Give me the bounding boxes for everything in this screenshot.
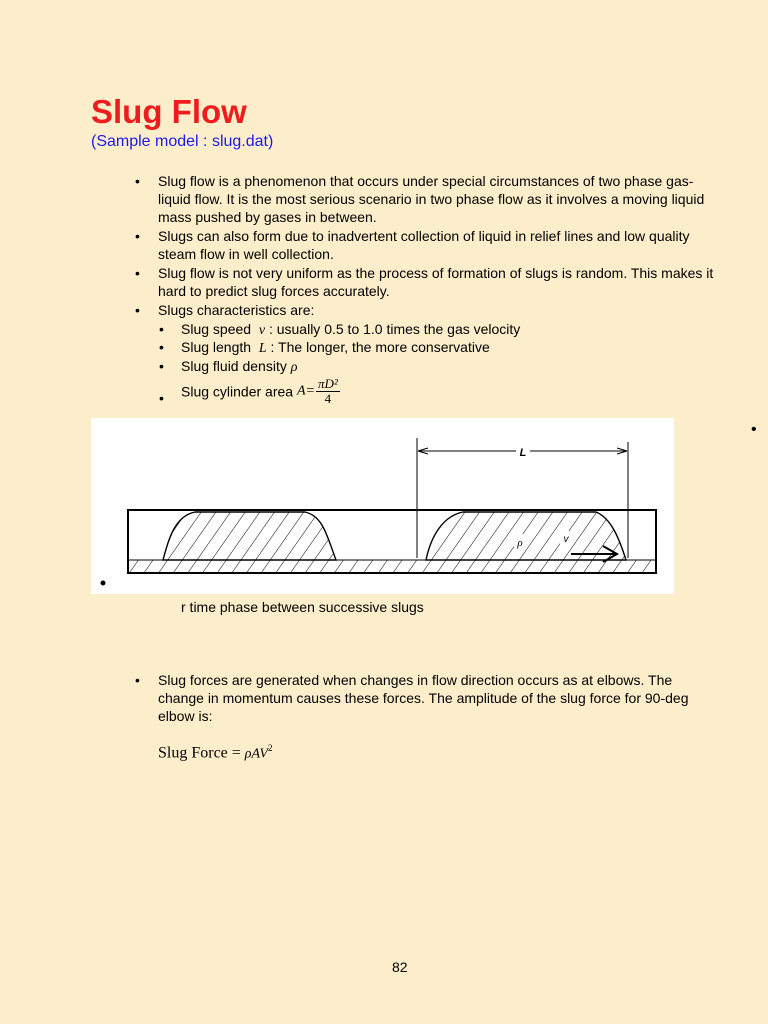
speed-symbol: v (258, 323, 266, 338)
slug-1 (163, 512, 336, 560)
bullet-text-slug-flow: Slug flow is a phenomenon that occurs under special circumstances of two phase gas-liquid flow. It is the most serious scenario in two phase flow as it involves a moving liquid mass pushed by gases in between. (158, 173, 705, 225)
sub-bullet-density (181, 357, 297, 377)
bullet-marker: • (135, 302, 140, 318)
sub-bullet-length (181, 338, 490, 358)
bullet-text-forces: Slug forces are generated when changes in flow direction occurs as at elbows. The change in momentum causes these forces. The amplitude of the slug force for 90-deg elbow is: (158, 672, 689, 724)
velocity-diagram-label: v (563, 534, 569, 545)
length-dimension-label: L (519, 447, 527, 459)
area-numerator: πD² (317, 376, 338, 391)
sub-bullet-speed (181, 320, 520, 340)
page-title: Slug Flow (91, 93, 247, 130)
length-label: Slug length (181, 339, 252, 355)
sub-bullet-area (181, 377, 340, 415)
sub-bullet-marker: • (159, 321, 164, 337)
bullet-text-uniformity: Slug flow is not very uniform as the process of formation of slugs is random. This makes it hard to predict slug forces accurately. (158, 265, 714, 299)
area-label: Slug cylinder area (181, 383, 294, 400)
stray-bullet-marker: • (751, 421, 757, 438)
density-label: Slug fluid density (181, 358, 287, 374)
bullet-marker: • (135, 265, 140, 281)
density-symbol: ρ (290, 360, 298, 375)
area-denominator: 4 (324, 391, 332, 406)
liquid-film (129, 560, 655, 572)
length-text: : The longer, the more conservative (270, 339, 490, 355)
figure-caption: r time phase between successive slugs (181, 599, 424, 615)
slug-force-formula (158, 738, 272, 764)
bullet-text-formation: Slugs can also form due to inadvertent collection of liquid in relief lines and low quality steam flow in well collection. (158, 228, 690, 262)
bullet-marker: • (135, 228, 140, 244)
page-subtitle: (Sample model : slug.dat) (91, 133, 274, 150)
length-symbol: L (258, 341, 267, 356)
figure-bullet-marker (101, 581, 106, 586)
formula-lhs: Slug Force = (158, 744, 241, 762)
area-fraction (316, 377, 340, 406)
bullet-marker: • (135, 672, 140, 688)
speed-text: : usually 0.5 to 1.0 times the gas velocity (268, 321, 521, 337)
bullet-marker: • (135, 173, 140, 189)
formula-rhs: ρAV (244, 746, 268, 762)
bullet-text-characteristics: Slugs characteristics are: (158, 302, 315, 318)
slug-diagram (91, 418, 674, 594)
slug-diagram-svg (91, 418, 674, 594)
density-diagram-label: ρ (517, 537, 523, 549)
sub-bullet-marker: • (159, 339, 164, 355)
sub-bullet-marker: • (159, 390, 164, 406)
area-symbol: A= (296, 383, 315, 399)
sub-bullet-marker: • (159, 358, 164, 374)
formula-exponent: 2 (267, 743, 273, 753)
page-number: 82 (392, 959, 408, 975)
speed-label: Slug speed (181, 321, 252, 337)
